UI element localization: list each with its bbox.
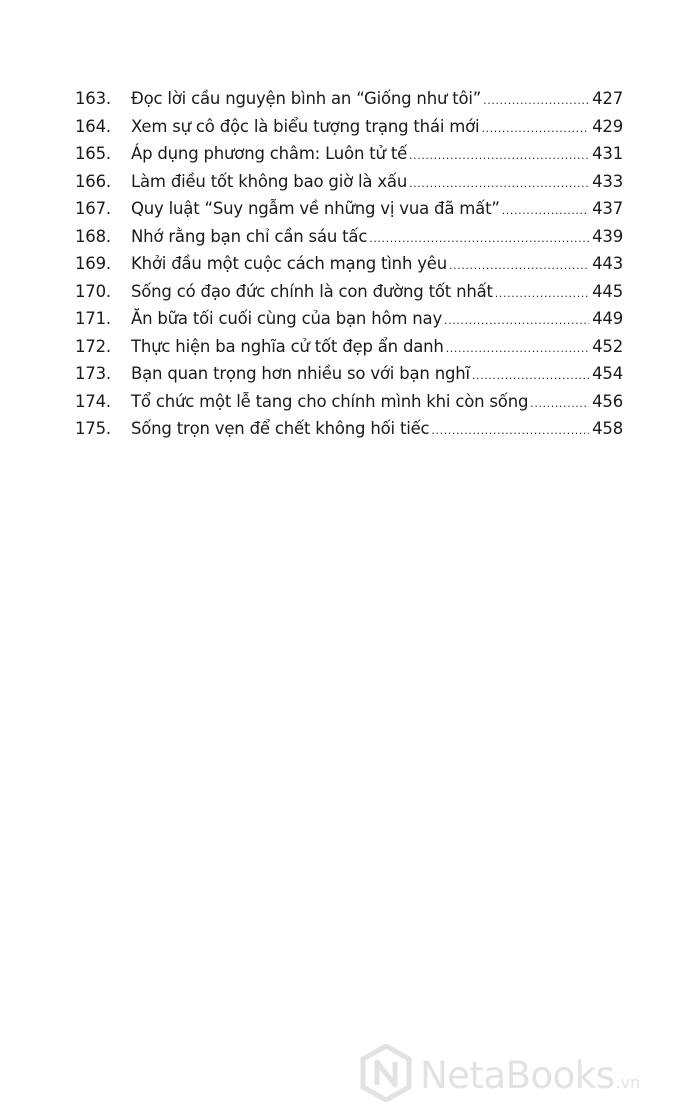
toc-entry-number: 170. (75, 281, 111, 301)
toc-entry-page: 454 (592, 364, 623, 383)
toc-entry[interactable] (75, 364, 623, 392)
toc-dot-leader (483, 94, 589, 107)
toc-entry-title: Thực hiện ba nghĩa cử tốt đẹp ẩn danh (131, 336, 444, 356)
toc-entry-title: Sống có đạo đức chính là con đường tốt nhất (131, 281, 493, 301)
toc-entry-number: 169. (75, 254, 111, 273)
toc-entry[interactable] (75, 337, 623, 365)
toc-entry-title: Áp dụng phương châm: Luôn tử tế (131, 144, 408, 163)
toc-entry-number: 173. (75, 364, 111, 383)
toc-dot-leader (481, 122, 589, 135)
toc-dot-leader (444, 314, 589, 327)
toc-entry-page: 437 (592, 199, 623, 218)
toc-entry-number: 163. (75, 89, 111, 108)
table-of-contents (75, 89, 623, 447)
watermark (360, 1044, 640, 1106)
toc-entry-title: Đọc lời cầu nguyện bình an “Giống như tôi” (131, 89, 482, 108)
toc-entry-page: 458 (592, 419, 623, 438)
toc-entry[interactable] (75, 89, 623, 117)
toc-entry-title: Sống trọn vẹn để chết không hối tiếc (131, 419, 430, 438)
toc-entry[interactable] (75, 199, 623, 227)
toc-dot-leader (446, 342, 589, 355)
toc-entry[interactable] (75, 309, 623, 337)
toc-entry-title: Tổ chức một lễ tang cho chính mình khi còn sống (131, 391, 529, 411)
toc-entry-page: 429 (592, 116, 623, 136)
toc-entry-number: 166. (75, 171, 111, 191)
toc-entry[interactable] (75, 117, 623, 145)
toc-entry-number: 171. (75, 309, 111, 328)
toc-entry-page: 456 (592, 391, 623, 411)
toc-entry-page: 431 (592, 144, 623, 163)
toc-entry-title: Khởi đầu một cuộc cách mạng tình yêu (131, 254, 448, 273)
watermark-suffix: .vn (615, 1072, 641, 1092)
toc-entry-number: 164. (75, 116, 111, 136)
watermark-text: NetaBooks (420, 1053, 615, 1097)
netabooks-logo-icon (360, 1044, 412, 1106)
toc-entry-title: Quy luật “Suy ngẫm về những vị vua đã mất” (131, 199, 500, 218)
toc-entry[interactable] (75, 144, 623, 172)
toc-entry-title: Bạn quan trọng hơn nhiều so với bạn nghĩ (131, 364, 470, 383)
toc-entry-page: 443 (592, 254, 623, 273)
toc-entry[interactable] (75, 227, 623, 255)
toc-dot-leader (431, 424, 589, 437)
toc-entry-number: 174. (75, 391, 111, 411)
toc-dot-leader (449, 259, 589, 272)
toc-dot-leader (472, 369, 589, 382)
toc-entry-title: Xem sự cô độc là biểu tượng trạng thái mới (131, 116, 480, 136)
toc-dot-leader (369, 232, 589, 245)
toc-entry-number: 165. (75, 144, 111, 163)
toc-entry-page: 449 (592, 309, 623, 328)
toc-entry-title: Ăn bữa tối cuối cùng của bạn hôm nay (131, 309, 443, 328)
toc-entry-page: 439 (592, 226, 623, 246)
toc-entry-page: 452 (592, 336, 623, 356)
toc-entry-title: Nhớ rằng bạn chỉ cần sáu tấc (131, 226, 368, 246)
toc-entry-number: 168. (75, 226, 111, 246)
toc-entry-page: 445 (592, 281, 623, 301)
toc-entry-number: 175. (75, 419, 111, 438)
toc-dot-leader (409, 149, 589, 162)
toc-dot-leader (495, 287, 589, 300)
toc-entry[interactable] (75, 392, 623, 420)
toc-dot-leader (409, 177, 589, 190)
toc-entry-title: Làm điều tốt không bao giờ là xấu (131, 171, 408, 191)
toc-entry[interactable] (75, 172, 623, 200)
toc-entry-page: 433 (592, 171, 623, 191)
toc-entry[interactable] (75, 254, 623, 282)
toc-entry-number: 172. (75, 336, 111, 356)
toc-entry-page: 427 (592, 89, 623, 108)
toc-entry[interactable] (75, 282, 623, 310)
toc-entry-number: 167. (75, 199, 111, 218)
toc-dot-leader (530, 397, 589, 410)
toc-entry[interactable] (75, 419, 623, 447)
toc-dot-leader (502, 204, 589, 217)
